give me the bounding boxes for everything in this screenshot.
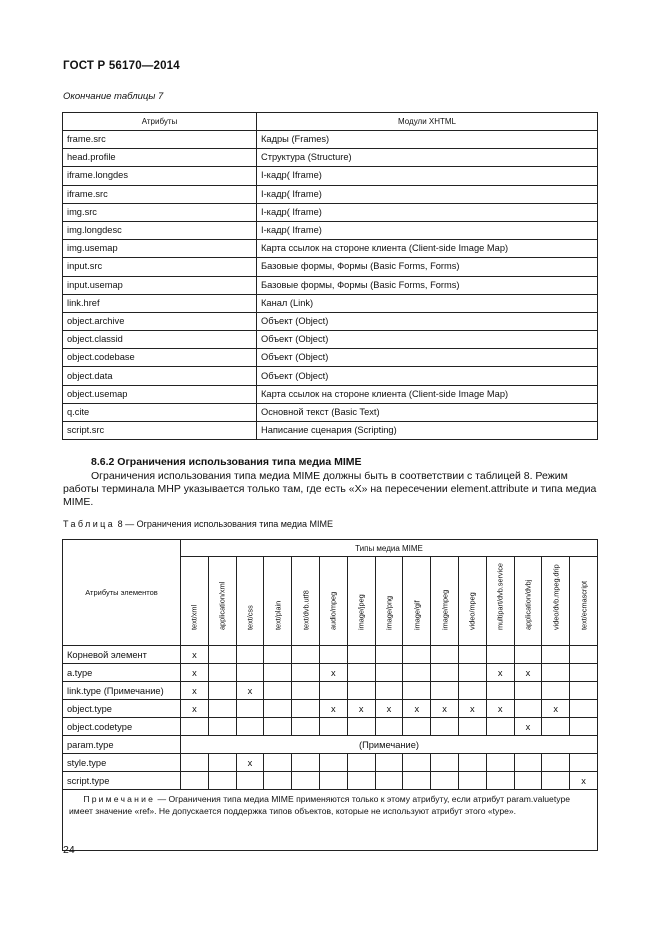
document-header: ГОСТ Р 56170—2014 [63, 60, 180, 72]
mime-mark-cell: x [319, 664, 347, 682]
mime-type-label: image/png [384, 595, 394, 630]
mime-mark-cell: x [431, 700, 459, 718]
attribute-cell: img.src [63, 203, 257, 221]
mime-type-header [236, 557, 264, 646]
mime-mark-cell: x [542, 700, 570, 718]
mime-type-label: application/xml [217, 581, 227, 630]
table-row [63, 240, 598, 258]
mime-type-label: application/dvbj [523, 579, 533, 630]
mime-mark-cell [458, 772, 486, 790]
mime-mark-cell [375, 718, 403, 736]
attribute-cell: object.data [63, 367, 257, 385]
mime-mark-cell [570, 754, 598, 772]
module-cell: Основной текст (Basic Text) [257, 403, 598, 421]
attribute-cell: q.cite [63, 403, 257, 421]
mime-mark-cell [181, 772, 209, 790]
mime-mark-cell [486, 718, 514, 736]
mime-type-header [208, 557, 236, 646]
table-row [63, 700, 598, 718]
element-attribute-cell: link.type (Примечание) [63, 682, 181, 700]
attribute-cell: object.archive [63, 312, 257, 330]
mime-mark-cell [458, 664, 486, 682]
table-8-caption-label: Таблица [63, 519, 116, 529]
mime-mark-cell [236, 700, 264, 718]
mime-type-label: text/dvb.utf8 [301, 590, 311, 630]
section-paragraph [63, 470, 599, 509]
mime-mark-cell [264, 682, 292, 700]
element-attribute-cell: style.type [63, 754, 181, 772]
mime-type-label: text/xml [189, 604, 199, 630]
mime-type-header [403, 557, 431, 646]
mime-mark-cell [403, 646, 431, 664]
mime-mark-cell [375, 772, 403, 790]
mime-mark-cell [292, 664, 320, 682]
mime-type-header [458, 557, 486, 646]
mime-type-header [181, 557, 209, 646]
module-cell: I-кадр( Iframe) [257, 203, 598, 221]
mime-type-label: text/plain [273, 600, 283, 630]
module-cell: Структура (Structure) [257, 149, 598, 167]
mime-mark-cell [403, 682, 431, 700]
mime-mark-cell: x [236, 754, 264, 772]
attribute-cell: img.usemap [63, 240, 257, 258]
mime-type-header [431, 557, 459, 646]
table-row [63, 149, 598, 167]
mime-mark-cell [514, 646, 542, 664]
mime-mark-cell [486, 682, 514, 700]
table-row [63, 276, 598, 294]
mime-mark-cell [431, 664, 459, 682]
mime-mark-cell [347, 772, 375, 790]
module-cell: Карта ссылок на стороне клиента (Client-side Image Map) [257, 385, 598, 403]
mime-mark-cell [458, 682, 486, 700]
mime-mark-cell [431, 718, 459, 736]
element-attribute-cell: object.codetype [63, 718, 181, 736]
mime-mark-cell [208, 664, 236, 682]
attribute-cell: input.usemap [63, 276, 257, 294]
column-header-modules: Модули XHTML [257, 113, 598, 131]
table-row [63, 646, 598, 664]
module-cell: Канал (Link) [257, 294, 598, 312]
table-row [63, 294, 598, 312]
mime-type-label: image/gif [412, 600, 422, 630]
mime-mark-cell [236, 772, 264, 790]
mime-mark-cell [514, 700, 542, 718]
mime-mark-cell [542, 718, 570, 736]
mime-mark-cell [264, 646, 292, 664]
mime-mark-cell [403, 718, 431, 736]
mime-mark-cell [181, 718, 209, 736]
mime-type-label: text/ecmascript [579, 580, 589, 630]
attribute-cell: object.classid [63, 331, 257, 349]
table-row [63, 203, 598, 221]
mime-mark-cell: x [181, 682, 209, 700]
mime-mark-cell [236, 664, 264, 682]
mime-mark-cell [403, 754, 431, 772]
module-cell: I-кадр( Iframe) [257, 221, 598, 239]
mime-mark-cell [542, 682, 570, 700]
mime-mark-cell [542, 754, 570, 772]
mime-type-header [347, 557, 375, 646]
mime-mark-cell [570, 664, 598, 682]
mime-mark-cell [542, 646, 570, 664]
table-row [63, 167, 598, 185]
mime-mark-cell [431, 754, 459, 772]
mime-mark-cell: x [486, 664, 514, 682]
mime-type-header [570, 557, 598, 646]
note-label: Примечание [83, 794, 156, 804]
mime-mark-cell [514, 682, 542, 700]
mime-mark-cell [319, 646, 347, 664]
element-attribute-cell: script.type [63, 772, 181, 790]
element-attribute-cell: Корневой элемент [63, 646, 181, 664]
section-title: 8.6.2 Ограничения использования типа медиа MIME [91, 456, 362, 468]
mime-mark-cell [458, 646, 486, 664]
mime-mark-cell [264, 718, 292, 736]
table-row [63, 682, 598, 700]
attribute-cell: img.longdesc [63, 221, 257, 239]
mime-mark-cell [292, 646, 320, 664]
column-header-attributes: Атрибуты [63, 113, 257, 131]
mime-mark-cell: x [236, 682, 264, 700]
mime-mark-cell: x [347, 700, 375, 718]
mime-mark-cell [347, 754, 375, 772]
table-row [63, 312, 598, 330]
attribute-cell: script.src [63, 422, 257, 440]
page-number: 24 [63, 844, 75, 856]
table-8 [62, 539, 598, 851]
table-8-caption-text: 8 — Ограничения использования типа медиа MIME [115, 519, 334, 529]
mime-type-label: multipart/dvb.service [495, 563, 505, 630]
mime-mark-cell [292, 754, 320, 772]
mime-mark-cell [264, 754, 292, 772]
mime-type-label: text/css [245, 605, 255, 630]
mime-mark-cell [181, 754, 209, 772]
table-7 [62, 112, 598, 440]
module-cell: Объект (Object) [257, 349, 598, 367]
mime-mark-cell [375, 646, 403, 664]
mime-mark-cell [292, 700, 320, 718]
table-row [63, 422, 598, 440]
mime-mark-cell [208, 718, 236, 736]
mime-type-header [375, 557, 403, 646]
mime-mark-cell [431, 772, 459, 790]
mime-mark-cell [292, 682, 320, 700]
mime-mark-cell [514, 772, 542, 790]
mime-mark-cell [292, 718, 320, 736]
table-note-row [63, 790, 598, 851]
element-attribute-cell: a.type [63, 664, 181, 682]
table-row [63, 403, 598, 421]
mime-mark-cell [264, 772, 292, 790]
mime-type-label: video/mpeg [467, 592, 477, 630]
table-row [63, 367, 598, 385]
mime-mark-cell [208, 700, 236, 718]
mime-type-header [514, 557, 542, 646]
mime-mark-cell [319, 754, 347, 772]
mime-mark-cell [347, 664, 375, 682]
module-cell: Объект (Object) [257, 312, 598, 330]
table-row [63, 331, 598, 349]
mime-mark-cell [292, 772, 320, 790]
attribute-cell: object.usemap [63, 385, 257, 403]
note-text: — Ограничения типа медиа MIME применяются только к этому атрибуту, если атрибут param.valuetype имеет значение «ref». Не допускается поддержка типов объектов, которые не используют атрибут этого «type». [69, 794, 571, 816]
table-row [63, 258, 598, 276]
mime-mark-cell [486, 772, 514, 790]
column-header-element-attributes: Атрибуты элементов [63, 540, 181, 646]
mime-mark-cell [403, 664, 431, 682]
mime-mark-cell [319, 772, 347, 790]
mime-type-header [319, 557, 347, 646]
mime-mark-cell [208, 772, 236, 790]
module-cell: Кадры (Frames) [257, 131, 598, 149]
attribute-cell: input.src [63, 258, 257, 276]
table-continuation-label: Окончание таблицы 7 [63, 91, 164, 102]
mime-mark-cell [264, 700, 292, 718]
section-paragraph-text: Ограничения использования типа медиа MIME должны быть в соответствии с таблицей 8. Режим работы терминала МНР указывается только там, где есть «X» на пересечении element.attribute и типа медиа MIME. [63, 470, 597, 508]
attribute-cell: frame.src [63, 131, 257, 149]
attribute-cell: head.profile [63, 149, 257, 167]
mime-mark-cell [236, 718, 264, 736]
mime-type-header [486, 557, 514, 646]
element-attribute-cell: param.type [63, 736, 181, 754]
mime-mark-cell: x [375, 700, 403, 718]
mime-mark-cell [458, 718, 486, 736]
mime-mark-cell [208, 754, 236, 772]
mime-mark-cell [458, 754, 486, 772]
mime-type-label: image/jpeg [356, 594, 366, 630]
mime-mark-cell: x [458, 700, 486, 718]
module-cell: Базовые формы, Формы (Basic Forms, Forms) [257, 258, 598, 276]
module-cell: I-кадр( Iframe) [257, 167, 598, 185]
mime-mark-cell [542, 664, 570, 682]
mime-mark-cell [375, 682, 403, 700]
table-note [63, 790, 598, 851]
attribute-cell: iframe.src [63, 185, 257, 203]
module-cell: Объект (Object) [257, 331, 598, 349]
module-cell: Объект (Object) [257, 367, 598, 385]
mime-type-label: video/dvb.mpeg.drip [551, 564, 561, 630]
element-attribute-cell: object.type [63, 700, 181, 718]
attribute-cell: object.codebase [63, 349, 257, 367]
mime-mark-cell: x [181, 700, 209, 718]
merged-note-cell: (Примечание) [181, 736, 598, 754]
mime-mark-cell: x [486, 700, 514, 718]
table-row [63, 221, 598, 239]
mime-type-label: image/mpeg [440, 589, 450, 630]
mime-type-header [292, 557, 320, 646]
mime-mark-cell: x [403, 700, 431, 718]
module-cell: I-кадр( Iframe) [257, 185, 598, 203]
mime-mark-cell: x [181, 646, 209, 664]
mime-mark-cell [319, 718, 347, 736]
mime-mark-cell [570, 682, 598, 700]
table-row [63, 754, 598, 772]
table-row [63, 385, 598, 403]
table-row [63, 664, 598, 682]
mime-mark-cell [403, 772, 431, 790]
module-cell: Написание сценария (Scripting) [257, 422, 598, 440]
table-row [63, 772, 598, 790]
attribute-cell: iframe.longdes [63, 167, 257, 185]
mime-mark-cell [570, 646, 598, 664]
mime-mark-cell [319, 682, 347, 700]
mime-mark-cell: x [181, 664, 209, 682]
mime-mark-cell: x [319, 700, 347, 718]
table-8-caption [63, 519, 333, 529]
attribute-cell: link.href [63, 294, 257, 312]
mime-mark-cell [208, 646, 236, 664]
mime-mark-cell: x [514, 718, 542, 736]
mime-mark-cell [542, 772, 570, 790]
mime-mark-cell [486, 754, 514, 772]
mime-type-header [264, 557, 292, 646]
table-row [63, 736, 598, 754]
mime-mark-cell [236, 646, 264, 664]
mime-mark-cell [375, 664, 403, 682]
mime-type-label: audio/mpeg [328, 591, 338, 630]
module-cell: Базовые формы, Формы (Basic Forms, Forms) [257, 276, 598, 294]
mime-mark-cell [347, 718, 375, 736]
mime-mark-cell [486, 646, 514, 664]
mime-mark-cell: x [514, 664, 542, 682]
mime-mark-cell [431, 646, 459, 664]
mime-mark-cell: x [570, 772, 598, 790]
mime-mark-cell [514, 754, 542, 772]
mime-mark-cell [347, 646, 375, 664]
mime-mark-cell [375, 754, 403, 772]
table-row [63, 349, 598, 367]
module-cell: Карта ссылок на стороне клиента (Client-side Image Map) [257, 240, 598, 258]
mime-type-header [542, 557, 570, 646]
table-row [63, 131, 598, 149]
mime-mark-cell [208, 682, 236, 700]
table-row [63, 185, 598, 203]
table-row [63, 718, 598, 736]
mime-mark-cell [264, 664, 292, 682]
mime-mark-cell [347, 682, 375, 700]
mime-mark-cell [431, 682, 459, 700]
mime-mark-cell [570, 718, 598, 736]
mime-mark-cell [570, 700, 598, 718]
column-header-mime-types: Типы медиа MIME [181, 540, 598, 557]
